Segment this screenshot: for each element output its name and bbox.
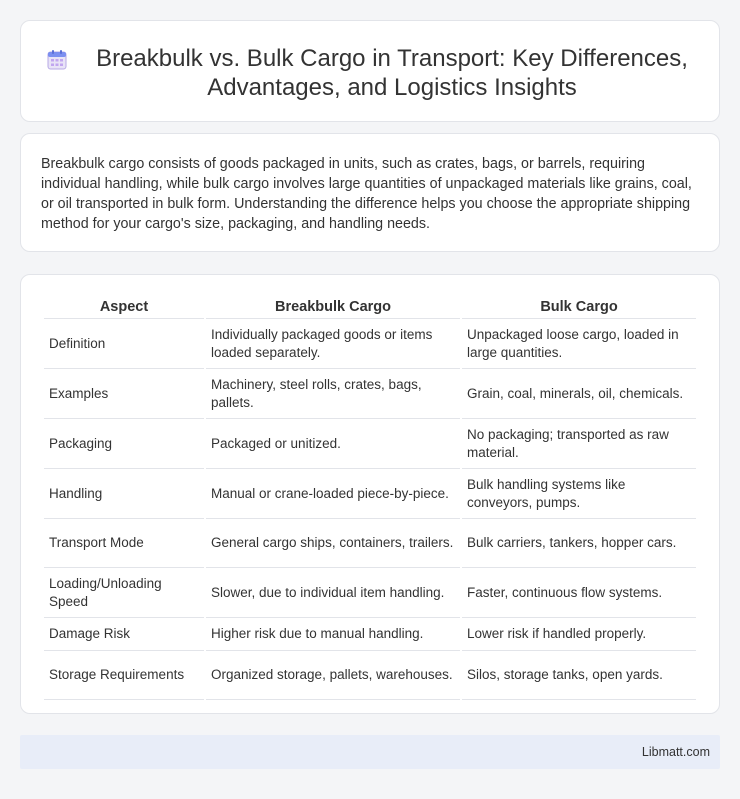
cell-bulk: No packaging; transported as raw material. bbox=[462, 419, 696, 469]
table-row bbox=[44, 469, 696, 519]
cell-bulk: Bulk handling systems like conveyors, pumps. bbox=[462, 469, 696, 519]
cell-aspect: Transport Mode bbox=[44, 519, 204, 568]
cell-breakbulk: Slower, due to individual item handling. bbox=[206, 568, 460, 618]
table-row bbox=[44, 419, 696, 469]
table-header-row bbox=[44, 295, 696, 319]
header-aspect: Aspect bbox=[44, 295, 204, 319]
cell-bulk: Silos, storage tanks, open yards. bbox=[462, 651, 696, 700]
cell-bulk: Grain, coal, minerals, oil, chemicals. bbox=[462, 369, 696, 419]
calendar-icon bbox=[45, 48, 69, 72]
cell-breakbulk: Higher risk due to manual handling. bbox=[206, 618, 460, 651]
header-breakbulk: Breakbulk Cargo bbox=[206, 295, 460, 319]
table-row bbox=[44, 618, 696, 651]
cell-aspect: Damage Risk bbox=[44, 618, 204, 651]
footer bbox=[20, 735, 720, 769]
table-row bbox=[44, 369, 696, 419]
cell-aspect: Packaging bbox=[44, 419, 204, 469]
cell-aspect: Handling bbox=[44, 469, 204, 519]
table-row bbox=[44, 319, 696, 369]
cell-aspect: Definition bbox=[44, 319, 204, 369]
cell-aspect: Loading/Unloading Speed bbox=[44, 568, 204, 618]
cell-breakbulk: Machinery, steel rolls, crates, bags, pallets. bbox=[206, 369, 460, 419]
cell-aspect: Examples bbox=[44, 369, 204, 419]
table-row bbox=[44, 568, 696, 618]
cell-bulk: Faster, continuous flow systems. bbox=[462, 568, 696, 618]
cell-breakbulk: Packaged or unitized. bbox=[206, 419, 460, 469]
cell-breakbulk: Manual or crane-loaded piece-by-piece. bbox=[206, 469, 460, 519]
cell-aspect: Storage Requirements bbox=[44, 651, 204, 700]
cell-breakbulk: Individually packaged goods or items loaded separately. bbox=[206, 319, 460, 369]
cell-bulk: Bulk carriers, tankers, hopper cars. bbox=[462, 519, 696, 568]
intro-paragraph: Breakbulk cargo consists of goods packaged in units, such as crates, bags, or barrels, requiring individual handling, while bulk cargo involves large quantities of unpackaged materials like grains, coal, or oil transported in bulk form. Understanding the difference helps you choose the appropriate shipping method for your cargo's size, packaging, and handling needs. bbox=[41, 156, 692, 232]
title-card bbox=[20, 20, 720, 122]
page-title: Breakbulk vs. Bulk Cargo in Transport: Key Differences, Advantages, and Logistics Insights bbox=[96, 45, 688, 101]
cell-bulk: Unpackaged loose cargo, loaded in large quantities. bbox=[462, 319, 696, 369]
table-row bbox=[44, 651, 696, 700]
header-bulk: Bulk Cargo bbox=[462, 295, 696, 319]
cell-breakbulk: General cargo ships, containers, trailers. bbox=[206, 519, 460, 568]
cell-breakbulk: Organized storage, pallets, warehouses. bbox=[206, 651, 460, 700]
comparison-table bbox=[42, 295, 698, 700]
footer-brand-link[interactable]: Libmatt.com bbox=[641, 745, 710, 759]
table-row bbox=[44, 519, 696, 568]
comparison-card bbox=[20, 274, 720, 714]
cell-bulk: Lower risk if handled properly. bbox=[462, 618, 696, 651]
intro-card bbox=[20, 133, 720, 252]
